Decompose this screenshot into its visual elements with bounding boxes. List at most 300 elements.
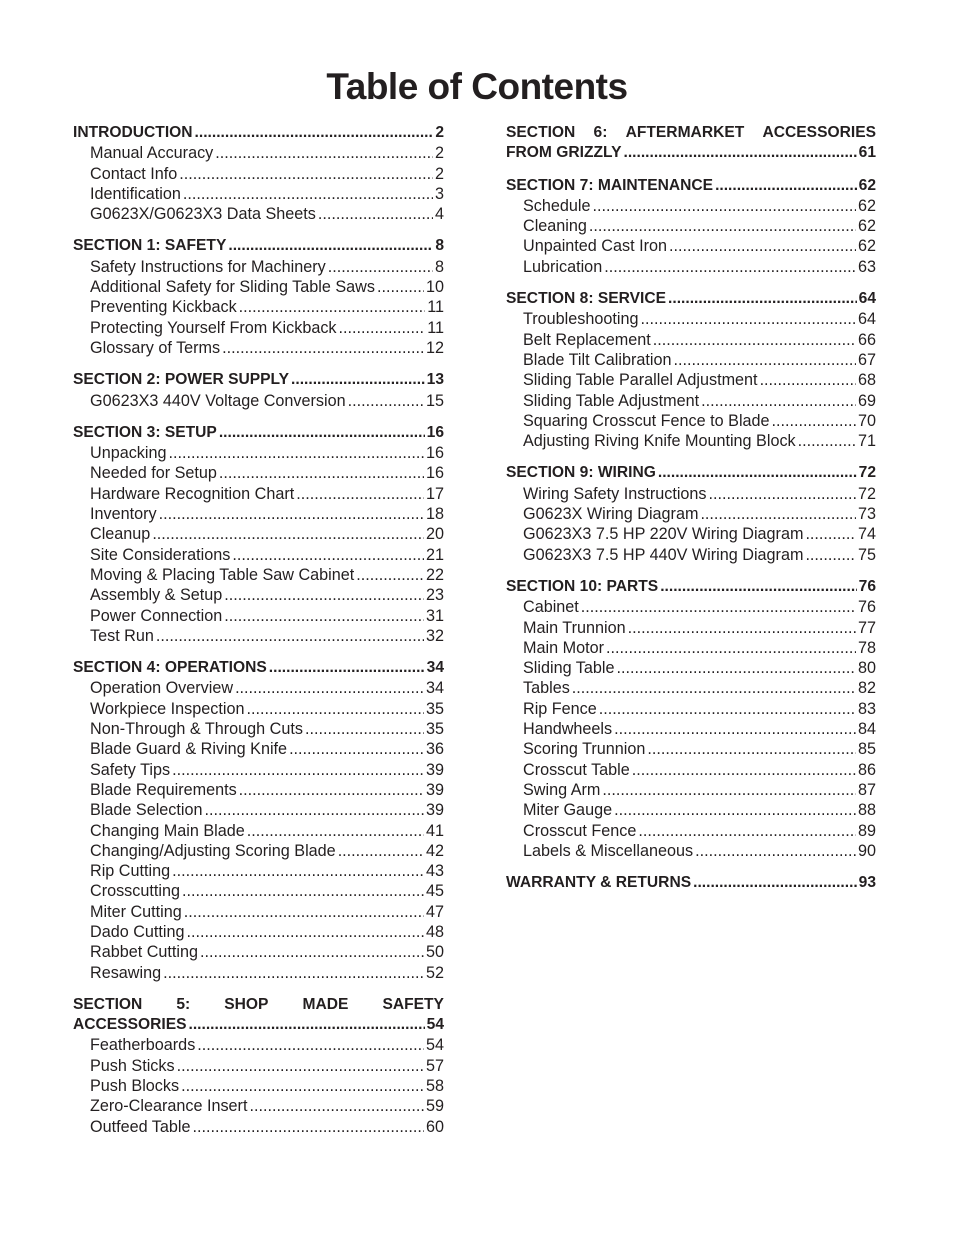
page-number: 67 bbox=[857, 350, 876, 369]
dot-leader bbox=[222, 338, 424, 358]
entry-title: Blade Selection bbox=[90, 801, 203, 820]
entry-title: Wiring Safety Instructions bbox=[523, 484, 707, 503]
page-number: 87 bbox=[857, 780, 876, 799]
dot-leader bbox=[179, 164, 433, 184]
entry-title: Contact Info bbox=[90, 164, 178, 183]
page-number: 69 bbox=[857, 391, 876, 410]
toc-entry[interactable] bbox=[506, 391, 876, 411]
entry-title: Adjusting Riving Knife Mounting Block bbox=[523, 432, 796, 451]
entry-title: Belt Replacement bbox=[523, 330, 651, 349]
page-number: 17 bbox=[425, 484, 444, 503]
dot-leader bbox=[249, 1096, 424, 1116]
page-number: 86 bbox=[857, 760, 876, 779]
toc-entry[interactable] bbox=[506, 638, 876, 658]
section-title: SECTION 1: SAFETY bbox=[73, 237, 227, 255]
section-title: WARRANTY & RETURNS bbox=[506, 874, 692, 892]
section-title-word: SHOP bbox=[224, 995, 269, 1013]
toc-entry[interactable] bbox=[73, 524, 444, 544]
page-number: 8 bbox=[434, 257, 444, 276]
toc-entry[interactable] bbox=[73, 881, 444, 901]
dot-leader bbox=[638, 821, 856, 841]
toc-entry[interactable] bbox=[73, 1117, 444, 1137]
entry-title: G0623X Wiring Diagram bbox=[523, 505, 699, 524]
toc-section bbox=[506, 463, 876, 564]
toc-section-heading[interactable] bbox=[73, 236, 444, 256]
toc-entry[interactable] bbox=[506, 760, 876, 780]
dot-leader bbox=[235, 678, 424, 698]
dot-leader bbox=[269, 658, 425, 678]
dot-leader bbox=[224, 585, 424, 605]
toc-entry[interactable] bbox=[506, 309, 876, 329]
toc-section-heading[interactable] bbox=[506, 176, 876, 196]
dot-leader bbox=[224, 606, 424, 626]
dot-leader bbox=[246, 699, 424, 719]
toc-entry[interactable] bbox=[506, 618, 876, 638]
toc-entry[interactable] bbox=[73, 391, 444, 411]
toc-entry[interactable] bbox=[73, 606, 444, 626]
toc-section-heading[interactable] bbox=[506, 873, 876, 893]
dot-leader bbox=[377, 277, 424, 297]
entry-title: Lubrication bbox=[523, 257, 603, 276]
dot-leader bbox=[197, 1035, 424, 1055]
entry-title: Identification bbox=[90, 184, 181, 203]
entry-title: Changing Main Blade bbox=[90, 821, 245, 840]
toc-entry[interactable] bbox=[73, 1035, 444, 1055]
dot-leader bbox=[205, 800, 424, 820]
page-number: 35 bbox=[425, 699, 444, 718]
entry-title: Resawing bbox=[90, 963, 162, 982]
dot-leader bbox=[715, 176, 857, 196]
toc-entry[interactable] bbox=[73, 338, 444, 358]
page-number: 78 bbox=[857, 638, 876, 657]
dot-leader bbox=[182, 881, 424, 901]
entry-title: Squaring Crosscut Fence to Blade bbox=[523, 411, 770, 430]
page-number: 48 bbox=[425, 922, 444, 941]
entry-title: Crosscut Fence bbox=[523, 821, 637, 840]
dot-leader bbox=[177, 1056, 424, 1076]
dot-leader bbox=[805, 524, 856, 544]
dot-leader bbox=[772, 411, 856, 431]
page-number: 59 bbox=[425, 1097, 444, 1116]
toc-section-heading[interactable] bbox=[506, 463, 876, 483]
entry-title: Featherboards bbox=[90, 1036, 196, 1055]
entry-title: Miter Gauge bbox=[523, 801, 613, 820]
entry-title: Schedule bbox=[523, 196, 591, 215]
entry-title: Hardware Recognition Chart bbox=[90, 484, 295, 503]
page-number: 32 bbox=[425, 626, 444, 645]
page-number: 62 bbox=[857, 217, 876, 236]
page-number: 39 bbox=[425, 801, 444, 820]
toc-entry[interactable] bbox=[73, 719, 444, 739]
toc-entry[interactable] bbox=[506, 841, 876, 861]
dot-leader bbox=[232, 545, 424, 565]
page-number: 70 bbox=[857, 411, 876, 430]
page-number: 71 bbox=[857, 432, 876, 451]
page-number: 57 bbox=[425, 1056, 444, 1075]
page-number: 82 bbox=[857, 679, 876, 698]
dot-leader bbox=[606, 638, 856, 658]
toc-entry[interactable] bbox=[73, 318, 444, 338]
page-number: 73 bbox=[857, 505, 876, 524]
page-number: 2 bbox=[434, 144, 444, 163]
entry-title: Assembly & Setup bbox=[90, 586, 223, 605]
toc-entry[interactable] bbox=[73, 257, 444, 277]
entry-title: Main Motor bbox=[523, 638, 604, 657]
toc-section bbox=[73, 423, 444, 646]
entry-title: Non-Through & Through Cuts bbox=[90, 720, 303, 739]
dot-leader bbox=[291, 370, 425, 390]
page-number: 3 bbox=[434, 184, 444, 203]
toc-entry[interactable] bbox=[73, 443, 444, 463]
toc-entry[interactable] bbox=[73, 565, 444, 585]
page-number: 16 bbox=[425, 444, 444, 463]
dot-leader bbox=[239, 297, 426, 317]
dot-leader bbox=[614, 719, 856, 739]
entry-title: Miter Cutting bbox=[90, 902, 182, 921]
entry-title: Swing Arm bbox=[523, 780, 601, 799]
dot-leader bbox=[159, 504, 424, 524]
toc-entry[interactable] bbox=[73, 463, 444, 483]
entry-title: Needed for Setup bbox=[90, 464, 217, 483]
toc-right-column bbox=[506, 123, 876, 905]
dot-leader bbox=[668, 289, 857, 309]
dot-leader bbox=[200, 942, 424, 962]
entry-title: Cabinet bbox=[523, 598, 579, 617]
toc-entry[interactable] bbox=[73, 143, 444, 163]
page-number: 64 bbox=[858, 290, 876, 308]
dot-leader bbox=[805, 545, 856, 565]
toc-entry[interactable] bbox=[73, 780, 444, 800]
section-title-line bbox=[73, 995, 444, 1015]
entry-title: Sliding Table bbox=[523, 659, 615, 678]
dot-leader bbox=[760, 370, 856, 390]
section-title: ACCESSORIES bbox=[73, 1016, 187, 1034]
section-title: SECTION 7: MAINTENANCE bbox=[506, 176, 714, 194]
section-title-word: 5: bbox=[176, 995, 191, 1013]
dot-leader bbox=[660, 577, 856, 597]
toc-entry[interactable] bbox=[506, 699, 876, 719]
section-title: SECTION 8: SERVICE bbox=[506, 290, 667, 308]
toc-entry[interactable] bbox=[73, 678, 444, 698]
dot-leader bbox=[617, 658, 856, 678]
toc-entry[interactable] bbox=[506, 800, 876, 820]
entry-title: Tables bbox=[523, 679, 570, 698]
entry-title: Scoring Trunnion bbox=[523, 740, 646, 759]
entry-title: Zero-Clearance Insert bbox=[90, 1097, 248, 1116]
toc-entry[interactable] bbox=[73, 841, 444, 861]
dot-leader bbox=[195, 123, 434, 143]
page-number: 90 bbox=[857, 841, 876, 860]
page-number: 42 bbox=[425, 841, 444, 860]
entry-title: Operation Overview bbox=[90, 679, 234, 698]
dot-leader bbox=[163, 963, 424, 983]
page-number: 62 bbox=[858, 176, 876, 194]
entry-title: Moving & Placing Table Saw Cabinet bbox=[90, 565, 355, 584]
dot-leader bbox=[187, 922, 424, 942]
page-number: 36 bbox=[425, 740, 444, 759]
toc-entry[interactable] bbox=[73, 204, 444, 224]
toc-entry[interactable] bbox=[506, 216, 876, 236]
page-number: 77 bbox=[857, 618, 876, 637]
page-number: 60 bbox=[425, 1117, 444, 1136]
dot-leader bbox=[328, 257, 433, 277]
toc-entry[interactable] bbox=[506, 821, 876, 841]
page-number: 41 bbox=[425, 821, 444, 840]
dot-leader bbox=[593, 196, 856, 216]
dot-leader bbox=[572, 678, 856, 698]
toc-section-heading[interactable] bbox=[73, 123, 444, 143]
entry-title: Dado Cutting bbox=[90, 922, 185, 941]
dot-leader bbox=[318, 204, 433, 224]
toc-entry[interactable] bbox=[73, 821, 444, 841]
section-title-line bbox=[506, 123, 876, 143]
toc-entry[interactable] bbox=[506, 330, 876, 350]
entry-title: Additional Safety for Sliding Table Saws bbox=[90, 278, 375, 297]
page-number: 64 bbox=[857, 310, 876, 329]
dot-leader bbox=[798, 431, 856, 451]
toc-section-heading[interactable] bbox=[73, 370, 444, 390]
page-number: 89 bbox=[857, 821, 876, 840]
page-number: 2 bbox=[435, 124, 444, 141]
toc-entry[interactable] bbox=[506, 431, 876, 451]
toc-entry[interactable] bbox=[73, 1076, 444, 1096]
toc-entry[interactable] bbox=[73, 922, 444, 942]
toc-entry[interactable] bbox=[73, 760, 444, 780]
toc-entry[interactable] bbox=[506, 524, 876, 544]
page-number: 23 bbox=[425, 586, 444, 605]
dot-leader bbox=[632, 760, 856, 780]
toc-entry[interactable] bbox=[506, 196, 876, 216]
section-title: SECTION 3: SETUP bbox=[73, 423, 217, 441]
toc-entry[interactable] bbox=[506, 257, 876, 277]
toc-entry[interactable] bbox=[73, 699, 444, 719]
entry-title: Blade Guard & Riving Knife bbox=[90, 740, 288, 759]
entry-title: G0623X3 7.5 HP 440V Wiring Diagram bbox=[523, 545, 804, 564]
page-number: 43 bbox=[425, 862, 444, 881]
entry-title: Crosscutting bbox=[90, 882, 180, 901]
page-number: 50 bbox=[425, 943, 444, 962]
page-number: 85 bbox=[857, 740, 876, 759]
entry-title: Safety Tips bbox=[90, 760, 171, 779]
dot-leader bbox=[348, 391, 424, 411]
dot-leader bbox=[181, 1076, 424, 1096]
toc-section bbox=[73, 236, 444, 358]
entry-title: Push Blocks bbox=[90, 1077, 180, 1096]
page-number: 2 bbox=[434, 164, 444, 183]
dot-leader bbox=[239, 780, 424, 800]
page-number: 76 bbox=[857, 598, 876, 617]
toc-section-heading[interactable] bbox=[73, 1015, 444, 1035]
dot-leader bbox=[338, 841, 424, 861]
entry-title: Test Run bbox=[90, 626, 154, 645]
toc-entry[interactable] bbox=[506, 739, 876, 759]
dot-leader bbox=[169, 443, 424, 463]
page-number: 11 bbox=[427, 298, 444, 317]
dot-leader bbox=[647, 739, 856, 759]
toc-entry[interactable] bbox=[506, 597, 876, 617]
page-number: 61 bbox=[858, 144, 876, 162]
dot-leader bbox=[700, 504, 856, 524]
entry-title: G0623X3 7.5 HP 220V Wiring Diagram bbox=[523, 525, 804, 544]
toc-section bbox=[73, 370, 444, 411]
page-number: 58 bbox=[425, 1077, 444, 1096]
toc-section bbox=[506, 289, 876, 451]
entry-title: Manual Accuracy bbox=[90, 144, 214, 163]
toc-section bbox=[73, 995, 444, 1137]
section-title-word: SECTION bbox=[506, 124, 576, 141]
dot-leader bbox=[653, 330, 856, 350]
toc-section-heading[interactable] bbox=[73, 423, 444, 443]
dot-leader bbox=[156, 626, 424, 646]
dot-leader bbox=[172, 760, 424, 780]
page-number: 84 bbox=[857, 720, 876, 739]
entry-title: Main Trunnion bbox=[523, 618, 626, 637]
page-number: 68 bbox=[857, 371, 876, 390]
dot-leader bbox=[693, 873, 857, 893]
page-number: 39 bbox=[425, 760, 444, 779]
toc-section bbox=[506, 123, 876, 164]
page-number: 76 bbox=[858, 577, 876, 595]
dot-leader bbox=[669, 236, 856, 256]
toc-entry[interactable] bbox=[506, 236, 876, 256]
toc-entry[interactable] bbox=[73, 484, 444, 504]
entry-title: Push Sticks bbox=[90, 1056, 175, 1075]
toc-entry[interactable] bbox=[506, 504, 876, 524]
dot-leader bbox=[228, 236, 433, 256]
toc-section-heading[interactable] bbox=[506, 143, 876, 163]
section-title-word: SECTION bbox=[73, 995, 143, 1013]
entry-title: Rip Cutting bbox=[90, 862, 171, 881]
toc-section bbox=[506, 577, 876, 861]
toc-entry[interactable] bbox=[506, 411, 876, 431]
dot-leader bbox=[695, 841, 856, 861]
dot-leader bbox=[219, 423, 425, 443]
toc-entry[interactable] bbox=[506, 545, 876, 565]
toc-section-heading[interactable] bbox=[73, 658, 444, 678]
page-number: 16 bbox=[425, 464, 444, 483]
section-title-word: SAFETY bbox=[382, 995, 444, 1013]
toc-entry[interactable] bbox=[73, 902, 444, 922]
entry-title: Troubleshooting bbox=[523, 310, 639, 329]
dot-leader bbox=[189, 1015, 425, 1035]
dot-leader bbox=[673, 350, 856, 370]
toc-entry[interactable] bbox=[73, 626, 444, 646]
page-number: 88 bbox=[857, 801, 876, 820]
page-number: 31 bbox=[425, 606, 444, 625]
page-number: 72 bbox=[858, 464, 876, 482]
page-number: 75 bbox=[857, 545, 876, 564]
toc-entry[interactable] bbox=[73, 184, 444, 204]
entry-title: Inventory bbox=[90, 505, 157, 524]
dot-leader bbox=[172, 861, 424, 881]
toc-section-heading[interactable] bbox=[506, 577, 876, 597]
dot-leader bbox=[709, 484, 856, 504]
toc-entry[interactable] bbox=[506, 370, 876, 390]
entry-title: Blade Tilt Calibration bbox=[523, 350, 672, 369]
entry-title: Crosscut Table bbox=[523, 760, 630, 779]
entry-title: Safety Instructions for Machinery bbox=[90, 257, 326, 276]
toc-entry[interactable] bbox=[506, 719, 876, 739]
page-number: 12 bbox=[425, 338, 444, 357]
page-title: Table of Contents bbox=[326, 66, 628, 107]
entry-title: Unpainted Cast Iron bbox=[523, 237, 667, 256]
toc-section-heading[interactable] bbox=[506, 289, 876, 309]
dot-leader bbox=[641, 309, 856, 329]
toc-entry[interactable] bbox=[73, 164, 444, 184]
page-number: 22 bbox=[425, 565, 444, 584]
entry-title: Site Considerations bbox=[90, 545, 231, 564]
entry-title: Power Connection bbox=[90, 606, 223, 625]
toc-entry[interactable] bbox=[73, 1056, 444, 1076]
toc-entry[interactable] bbox=[73, 585, 444, 605]
toc-entry[interactable] bbox=[73, 297, 444, 317]
toc-entry[interactable] bbox=[73, 861, 444, 881]
entry-title: Preventing Kickback bbox=[90, 298, 237, 317]
page-number: 80 bbox=[857, 659, 876, 678]
toc-section bbox=[73, 658, 444, 983]
page-number: 74 bbox=[857, 525, 876, 544]
toc-entry[interactable] bbox=[73, 963, 444, 983]
page-number: 52 bbox=[425, 963, 444, 982]
section-title-word: ACCESSORIES bbox=[762, 124, 876, 141]
section-title: SECTION 4: OPERATIONS bbox=[73, 659, 267, 677]
dot-leader bbox=[599, 699, 856, 719]
entry-title: Labels & Miscellaneous bbox=[523, 841, 694, 860]
page-number: 93 bbox=[858, 874, 876, 892]
dot-leader bbox=[628, 618, 856, 638]
entry-title: Glossary of Terms bbox=[90, 338, 221, 357]
dot-leader bbox=[305, 719, 424, 739]
toc-entry[interactable] bbox=[73, 504, 444, 524]
toc-entry[interactable] bbox=[73, 800, 444, 820]
dot-leader bbox=[289, 739, 424, 759]
page-number: 20 bbox=[425, 525, 444, 544]
dot-leader bbox=[589, 216, 856, 236]
toc-entry[interactable] bbox=[506, 484, 876, 504]
section-title: SECTION 9: WIRING bbox=[506, 464, 656, 482]
toc-left-column bbox=[73, 123, 444, 1149]
dot-leader bbox=[581, 597, 856, 617]
toc-entry[interactable] bbox=[73, 942, 444, 962]
entry-title: Cleaning bbox=[523, 217, 587, 236]
toc-entry[interactable] bbox=[73, 277, 444, 297]
toc-entry[interactable] bbox=[73, 739, 444, 759]
page-number: 8 bbox=[435, 237, 444, 255]
section-title-word: 6: bbox=[593, 124, 608, 141]
dot-leader bbox=[183, 184, 433, 204]
toc-entry[interactable] bbox=[506, 678, 876, 698]
section-title: SECTION 10: PARTS bbox=[506, 577, 659, 595]
toc-entry[interactable] bbox=[73, 545, 444, 565]
toc-entry[interactable] bbox=[506, 350, 876, 370]
section-title-word: AFTERMARKET bbox=[625, 124, 745, 141]
entry-title: Sliding Table Parallel Adjustment bbox=[523, 371, 758, 390]
toc-entry[interactable] bbox=[506, 780, 876, 800]
section-title: SECTION 2: POWER SUPPLY bbox=[73, 371, 290, 389]
page-number: 45 bbox=[425, 882, 444, 901]
dot-leader bbox=[624, 143, 857, 163]
entry-title: Unpacking bbox=[90, 444, 167, 463]
toc-entry[interactable] bbox=[506, 658, 876, 678]
page-number: 4 bbox=[434, 205, 444, 224]
toc-section bbox=[506, 176, 876, 277]
toc-entry[interactable] bbox=[73, 1096, 444, 1116]
page-number: 54 bbox=[425, 1036, 444, 1055]
page-number: 13 bbox=[426, 371, 444, 389]
page-number: 39 bbox=[425, 780, 444, 799]
entry-title: Protecting Yourself From Kickback bbox=[90, 318, 337, 337]
entry-title: G0623X3 440V Voltage Conversion bbox=[90, 391, 346, 410]
